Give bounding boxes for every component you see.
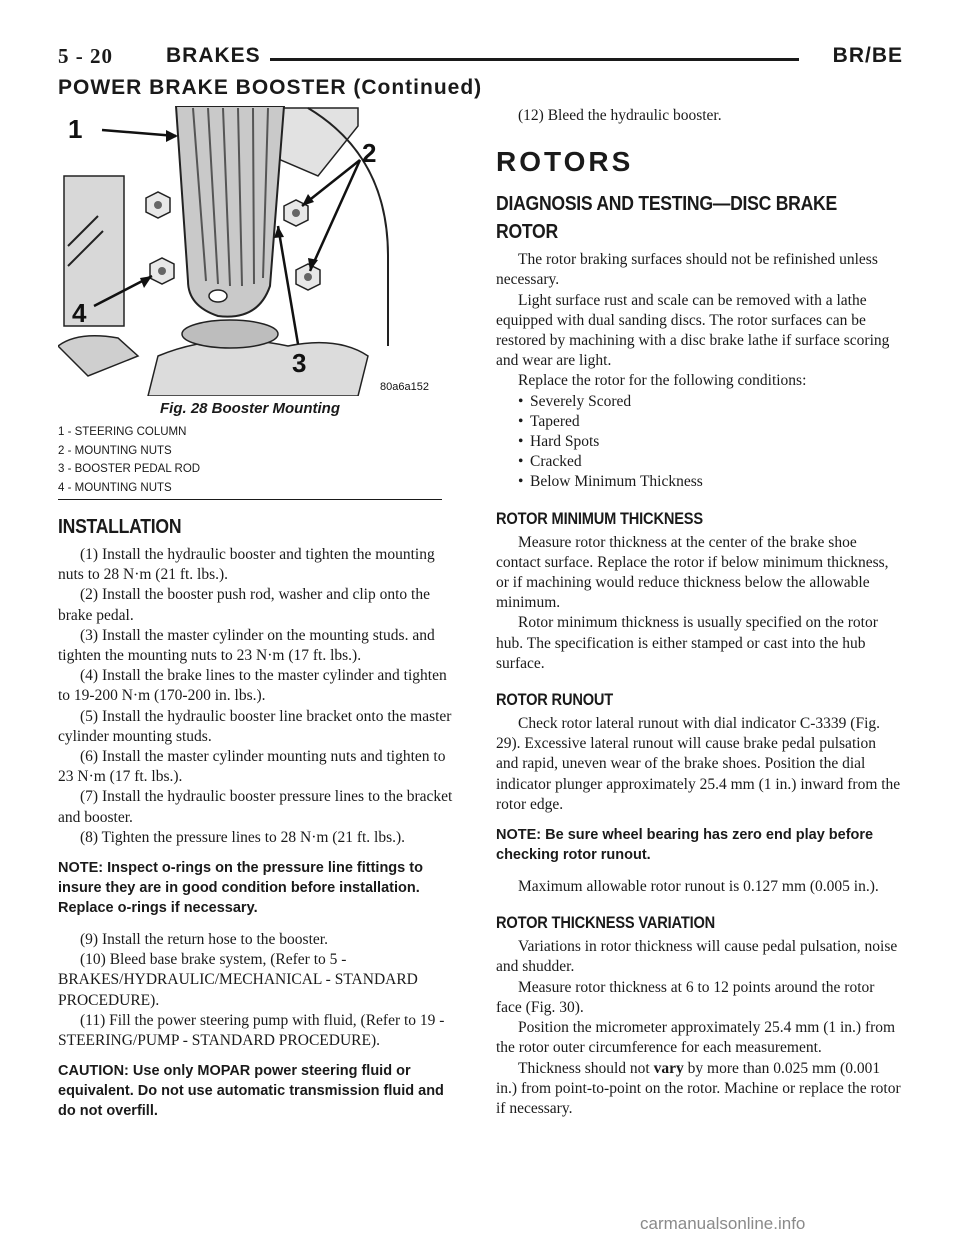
callout-4: 4 xyxy=(72,298,87,328)
install-step: (1) Install the hydraulic booster and tighten the mounting nuts to 28 N·m (21 ft. lbs.). xyxy=(58,546,435,584)
list-item: • Hard Spots xyxy=(518,432,902,452)
install-step: (4) Install the brake lines to the master cylinder and tighten to 19-200 N·m (170-200 in. lbs.). xyxy=(58,667,447,705)
legend-item: 4 - MOUNTING NUTS xyxy=(58,481,172,494)
variation-paragraph: Measure rotor thickness at 6 to 12 points around the rotor face (Fig. 30). xyxy=(496,978,875,1016)
runout-heading: ROTOR RUNOUT xyxy=(496,690,614,710)
list-item: • Below Minimum Thickness xyxy=(518,472,902,492)
figure-caption: Fig. 28 Booster Mounting xyxy=(160,400,340,417)
section-name: BRAKES xyxy=(166,44,261,67)
page-header xyxy=(58,44,903,74)
installation-note: NOTE: Inspect o-rings on the pressure line fittings to insure they are in good condition before installation. Replace o-rings if necessary. xyxy=(58,860,423,917)
list-item: • Cracked xyxy=(518,452,902,472)
list-item: • Severely Scored xyxy=(518,392,902,412)
diagnosis-paragraph: The rotor braking surfaces should not be refinished unless necessary. xyxy=(496,251,878,289)
variation-paragraph: Variations in rotor thickness will cause pedal pulsation, noise and shudder. xyxy=(496,938,898,976)
legend-item: 3 - BOOSTER PEDAL ROD xyxy=(58,463,201,475)
installation-heading: INSTALLATION xyxy=(58,516,182,538)
callout-1: 1 xyxy=(68,114,83,144)
header-rule xyxy=(270,58,799,61)
text-run: by more than 0.025 mm (0.001 in.) from point-to-point on the rotor. Machine or replace the rotor if necessary. xyxy=(496,1059,901,1117)
figure-legend xyxy=(58,423,442,500)
figure-code: 80a6a152 xyxy=(380,381,429,393)
booster-mounting-figure xyxy=(58,106,442,396)
runout-note: NOTE: Be sure wheel bearing has zero end play before checking rotor runout. xyxy=(496,827,874,864)
page-number: 5 - 20 xyxy=(58,44,113,68)
text-run: Thickness should not xyxy=(518,1059,654,1077)
right-column xyxy=(496,106,902,1119)
legend-item: 2 - MOUNTING NUTS xyxy=(58,444,172,457)
install-step: (5) Install the hydraulic booster line bracket onto the master cylinder mounting studs. xyxy=(58,707,452,745)
installation-caution: CAUTION: Use only MOPAR power steering fluid or equivalent. Do not use automatic transmission fluid and do not overfill. xyxy=(58,1063,444,1120)
callout-3: 3 xyxy=(292,348,307,378)
rotors-heading: ROTORS xyxy=(496,146,634,178)
emphasis-text: vary xyxy=(653,1059,684,1077)
install-step: (12) Bleed the hydraulic booster. xyxy=(518,107,722,124)
install-step: (9) Install the return hose to the booster. xyxy=(80,931,328,949)
min-thickness-paragraph: Rotor minimum thickness is usually specified on the rotor hub. The specification is either stamped or cast into the hub surface. xyxy=(496,614,878,672)
diagnosis-paragraph: Replace the rotor for the following conditions: xyxy=(518,372,807,390)
booster-mounting-illustration xyxy=(58,106,442,396)
variation-paragraph xyxy=(496,1059,902,1120)
min-thickness-heading: ROTOR MINIMUM THICKNESS xyxy=(496,508,703,528)
install-step: (7) Install the hydraulic booster pressure lines to the bracket and booster. xyxy=(58,788,453,826)
variation-heading: ROTOR THICKNESS VARIATION xyxy=(496,913,716,933)
runout-paragraph: Maximum allowable rotor runout is 0.127 mm (0.005 in.). xyxy=(518,878,879,896)
diagnosis-paragraph: Light surface rust and scale can be removed with a lathe equipped with dual sanding discs. The rotor surfaces can be restored by machining with a disc brake lathe if surface scoring and wear are light. xyxy=(496,291,890,370)
vehicle-model: BR/BE xyxy=(832,44,903,67)
list-item: • Tapered xyxy=(518,412,902,432)
min-thickness-paragraph: Measure rotor thickness at the center of the brake shoe contact surface. Replace the rotor if below minimum thickness, or if machining would reduce thickness below the allowable minimum. xyxy=(496,533,889,612)
watermark: carmanualsonline.info xyxy=(640,1214,806,1233)
variation-paragraph: Position the micrometer approximately 25.4 mm (1 in.) from the rotor outer circumference for each measurement. xyxy=(496,1019,896,1057)
install-step: (10) Bleed base brake system, (Refer to 5 - BRAKES/HYDRAULIC/MECHANICAL - STANDARD PROCEDURE). xyxy=(58,951,418,1009)
install-step: (2) Install the booster push rod, washer and clip onto the brake pedal. xyxy=(58,586,430,624)
replace-conditions-list xyxy=(496,392,902,493)
install-step: (3) Install the master cylinder on the mounting studs. and tighten the mounting nuts to 23 N·m (17 ft. lbs.). xyxy=(58,626,435,665)
install-step: (6) Install the master cylinder mounting nuts and tighten to 23 N·m (17 ft. lbs.). xyxy=(58,748,446,786)
install-step: (8) Tighten the pressure lines to 28 N·m (21 ft. lbs.). xyxy=(80,828,406,846)
diagnosis-heading: DIAGNOSIS AND TESTING—DISC BRAKE ROTOR xyxy=(496,193,837,244)
install-step: (11) Fill the power steering pump with fluid, (Refer to 19 - STEERING/PUMP - STANDARD PROCEDURE). xyxy=(58,1011,445,1050)
callout-2: 2 xyxy=(362,138,377,168)
legend-item: 1 - STEERING COLUMN xyxy=(58,426,187,438)
left-column xyxy=(58,106,462,1133)
runout-paragraph: Check rotor lateral runout with dial indicator C-3339 (Fig. 29). Excessive lateral runout will cause brake pedal pulsation and rapid, uneven wear of the brake shoes. Position the dial indicator plunger approximately 25.4 mm (1 in.) inward from the rotor edge. xyxy=(496,715,901,813)
continued-title: POWER BRAKE BOOSTER (Continued) xyxy=(58,76,483,99)
